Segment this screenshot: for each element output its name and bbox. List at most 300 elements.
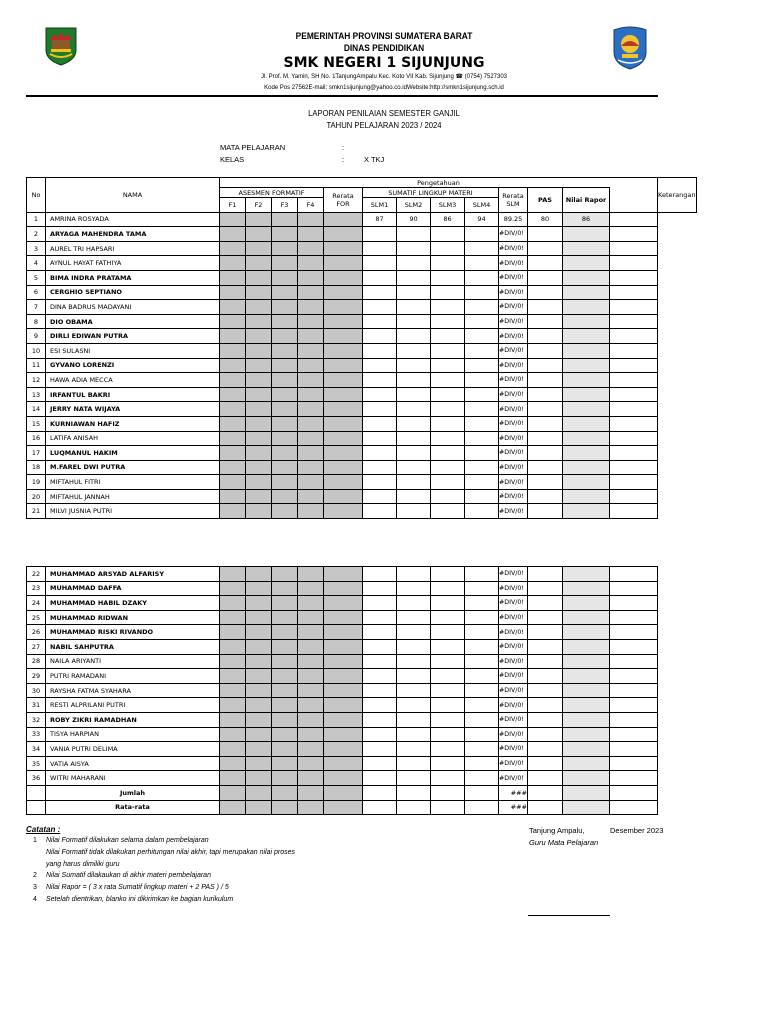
slm-score[interactable]: [363, 446, 397, 461]
slm-score[interactable]: [363, 416, 397, 431]
formative-cell[interactable]: [246, 698, 272, 713]
formative-cell[interactable]: [272, 727, 298, 742]
slm-score[interactable]: [397, 387, 431, 402]
keterangan-cell[interactable]: [610, 475, 658, 490]
formative-cell[interactable]: [324, 270, 363, 285]
slm-score[interactable]: [431, 300, 465, 315]
slm-score[interactable]: [465, 771, 499, 786]
slm-score[interactable]: [397, 241, 431, 256]
slm-score[interactable]: [465, 504, 499, 519]
pas-score[interactable]: [528, 285, 563, 300]
formative-cell[interactable]: [324, 742, 363, 757]
slm-score[interactable]: [465, 416, 499, 431]
slm-score[interactable]: [397, 416, 431, 431]
slm-score[interactable]: [465, 446, 499, 461]
slm-score[interactable]: [363, 402, 397, 417]
pas-score[interactable]: [528, 402, 563, 417]
keterangan-cell[interactable]: [610, 373, 658, 388]
formative-cell[interactable]: [246, 314, 272, 329]
formative-cell[interactable]: [298, 241, 324, 256]
formative-cell[interactable]: [246, 300, 272, 315]
pas-score[interactable]: 80: [528, 212, 563, 227]
formative-cell[interactable]: [246, 373, 272, 388]
slm-score[interactable]: [397, 742, 431, 757]
slm-score[interactable]: 86: [431, 212, 465, 227]
formative-cell[interactable]: [324, 727, 363, 742]
formative-cell[interactable]: [220, 373, 246, 388]
slm-score[interactable]: [465, 343, 499, 358]
slm-score[interactable]: [397, 596, 431, 611]
formative-cell[interactable]: [298, 771, 324, 786]
formative-cell[interactable]: [324, 683, 363, 698]
formative-cell[interactable]: [298, 727, 324, 742]
slm-score[interactable]: [397, 314, 431, 329]
formative-cell[interactable]: [246, 742, 272, 757]
formative-cell[interactable]: [272, 610, 298, 625]
formative-cell[interactable]: [272, 683, 298, 698]
keterangan-cell[interactable]: [610, 285, 658, 300]
formative-cell[interactable]: [324, 639, 363, 654]
formative-cell[interactable]: [272, 285, 298, 300]
slm-score[interactable]: [397, 639, 431, 654]
formative-cell[interactable]: [324, 698, 363, 713]
slm-score[interactable]: [431, 727, 465, 742]
formative-cell[interactable]: [298, 270, 324, 285]
formative-cell[interactable]: [246, 771, 272, 786]
slm-score[interactable]: [431, 446, 465, 461]
formative-cell[interactable]: [246, 625, 272, 640]
pas-score[interactable]: [528, 625, 563, 640]
pas-score[interactable]: [528, 567, 563, 582]
pas-score[interactable]: [528, 581, 563, 596]
keterangan-cell[interactable]: [610, 387, 658, 402]
formative-cell[interactable]: [298, 431, 324, 446]
pas-score[interactable]: [528, 343, 563, 358]
formative-cell[interactable]: [246, 416, 272, 431]
slm-score[interactable]: [363, 756, 397, 771]
slm-score[interactable]: [465, 431, 499, 446]
formative-cell[interactable]: [246, 654, 272, 669]
slm-score[interactable]: [431, 504, 465, 519]
keterangan-cell[interactable]: [610, 639, 658, 654]
formative-cell[interactable]: [324, 227, 363, 242]
slm-score[interactable]: [397, 727, 431, 742]
slm-score[interactable]: [397, 683, 431, 698]
formative-cell[interactable]: [220, 596, 246, 611]
formative-cell[interactable]: [220, 241, 246, 256]
formative-cell[interactable]: [246, 343, 272, 358]
formative-cell[interactable]: [324, 402, 363, 417]
formative-cell[interactable]: [220, 300, 246, 315]
slm-score[interactable]: [431, 241, 465, 256]
formative-cell[interactable]: [324, 610, 363, 625]
keterangan-cell[interactable]: [610, 581, 658, 596]
formative-cell[interactable]: [272, 329, 298, 344]
slm-score[interactable]: [363, 625, 397, 640]
formative-cell[interactable]: [324, 241, 363, 256]
slm-score[interactable]: [465, 460, 499, 475]
formative-cell[interactable]: [272, 596, 298, 611]
formative-cell[interactable]: [246, 387, 272, 402]
formative-cell[interactable]: [220, 504, 246, 519]
slm-score[interactable]: [397, 460, 431, 475]
slm-score[interactable]: [397, 712, 431, 727]
slm-score[interactable]: [397, 446, 431, 461]
keterangan-cell[interactable]: [610, 416, 658, 431]
slm-score[interactable]: [465, 683, 499, 698]
formative-cell[interactable]: [324, 446, 363, 461]
slm-score[interactable]: [431, 610, 465, 625]
formative-cell[interactable]: [220, 475, 246, 490]
slm-score[interactable]: [363, 683, 397, 698]
slm-score[interactable]: [465, 756, 499, 771]
formative-cell[interactable]: [324, 256, 363, 271]
slm-score[interactable]: [363, 504, 397, 519]
slm-score[interactable]: [431, 596, 465, 611]
formative-cell[interactable]: [298, 387, 324, 402]
formative-cell[interactable]: [272, 712, 298, 727]
slm-score[interactable]: [363, 742, 397, 757]
slm-score[interactable]: [397, 227, 431, 242]
keterangan-cell[interactable]: [610, 329, 658, 344]
slm-score[interactable]: [397, 475, 431, 490]
formative-cell[interactable]: [272, 300, 298, 315]
slm-score[interactable]: [465, 625, 499, 640]
formative-cell[interactable]: [272, 654, 298, 669]
formative-cell[interactable]: [220, 756, 246, 771]
pas-score[interactable]: [528, 654, 563, 669]
formative-cell[interactable]: [298, 212, 324, 227]
pas-score[interactable]: [528, 596, 563, 611]
slm-score[interactable]: [431, 227, 465, 242]
formative-cell[interactable]: [298, 416, 324, 431]
slm-score[interactable]: [431, 581, 465, 596]
formative-cell[interactable]: [324, 460, 363, 475]
slm-score[interactable]: [397, 285, 431, 300]
slm-score[interactable]: [431, 402, 465, 417]
slm-score[interactable]: [465, 300, 499, 315]
slm-score[interactable]: [465, 373, 499, 388]
keterangan-cell[interactable]: [610, 712, 658, 727]
formative-cell[interactable]: [246, 727, 272, 742]
slm-score[interactable]: [397, 358, 431, 373]
keterangan-cell[interactable]: [610, 343, 658, 358]
keterangan-cell[interactable]: [610, 227, 658, 242]
slm-score[interactable]: [465, 387, 499, 402]
slm-score[interactable]: [363, 639, 397, 654]
formative-cell[interactable]: [246, 285, 272, 300]
formative-cell[interactable]: [220, 431, 246, 446]
formative-cell[interactable]: [220, 227, 246, 242]
keterangan-cell[interactable]: [610, 771, 658, 786]
formative-cell[interactable]: [246, 712, 272, 727]
pas-score[interactable]: [528, 358, 563, 373]
formative-cell[interactable]: [272, 567, 298, 582]
pas-score[interactable]: [528, 329, 563, 344]
slm-score[interactable]: [431, 285, 465, 300]
slm-score[interactable]: [465, 270, 499, 285]
formative-cell[interactable]: [220, 669, 246, 684]
formative-cell[interactable]: [298, 639, 324, 654]
keterangan-cell[interactable]: [610, 212, 658, 227]
slm-score[interactable]: [465, 581, 499, 596]
slm-score[interactable]: [431, 771, 465, 786]
formative-cell[interactable]: [246, 489, 272, 504]
formative-cell[interactable]: [298, 581, 324, 596]
formative-cell[interactable]: [220, 329, 246, 344]
formative-cell[interactable]: [324, 625, 363, 640]
slm-score[interactable]: [465, 567, 499, 582]
formative-cell[interactable]: [272, 460, 298, 475]
formative-cell[interactable]: [324, 212, 363, 227]
formative-cell[interactable]: [220, 212, 246, 227]
slm-score[interactable]: [397, 329, 431, 344]
slm-score[interactable]: [397, 504, 431, 519]
formative-cell[interactable]: [220, 314, 246, 329]
slm-score[interactable]: [363, 431, 397, 446]
formative-cell[interactable]: [272, 270, 298, 285]
slm-score[interactable]: [465, 669, 499, 684]
formative-cell[interactable]: [220, 446, 246, 461]
formative-cell[interactable]: [220, 639, 246, 654]
formative-cell[interactable]: [298, 475, 324, 490]
slm-score[interactable]: [431, 256, 465, 271]
slm-score[interactable]: [363, 329, 397, 344]
slm-score[interactable]: [431, 314, 465, 329]
formative-cell[interactable]: [246, 639, 272, 654]
slm-score[interactable]: [431, 698, 465, 713]
keterangan-cell[interactable]: [610, 756, 658, 771]
formative-cell[interactable]: [246, 610, 272, 625]
slm-score[interactable]: [397, 343, 431, 358]
formative-cell[interactable]: [220, 727, 246, 742]
formative-cell[interactable]: [220, 742, 246, 757]
formative-cell[interactable]: [272, 771, 298, 786]
formative-cell[interactable]: [324, 654, 363, 669]
slm-score[interactable]: [431, 460, 465, 475]
slm-score[interactable]: [431, 712, 465, 727]
pas-score[interactable]: [528, 475, 563, 490]
formative-cell[interactable]: [298, 625, 324, 640]
slm-score[interactable]: [465, 489, 499, 504]
formative-cell[interactable]: [298, 460, 324, 475]
formative-cell[interactable]: [298, 654, 324, 669]
slm-score[interactable]: [465, 314, 499, 329]
keterangan-cell[interactable]: [610, 314, 658, 329]
pas-score[interactable]: [528, 241, 563, 256]
slm-score[interactable]: [397, 256, 431, 271]
formative-cell[interactable]: [298, 343, 324, 358]
formative-cell[interactable]: [298, 489, 324, 504]
keterangan-cell[interactable]: [610, 402, 658, 417]
formative-cell[interactable]: [272, 212, 298, 227]
keterangan-cell[interactable]: [610, 270, 658, 285]
slm-score[interactable]: [397, 654, 431, 669]
formative-cell[interactable]: [246, 212, 272, 227]
pas-score[interactable]: [528, 756, 563, 771]
slm-score[interactable]: [363, 270, 397, 285]
formative-cell[interactable]: [272, 669, 298, 684]
formative-cell[interactable]: [324, 504, 363, 519]
formative-cell[interactable]: [272, 227, 298, 242]
formative-cell[interactable]: [246, 669, 272, 684]
formative-cell[interactable]: [220, 610, 246, 625]
slm-score[interactable]: [465, 256, 499, 271]
formative-cell[interactable]: [324, 431, 363, 446]
slm-score[interactable]: [363, 489, 397, 504]
formative-cell[interactable]: [324, 387, 363, 402]
pas-score[interactable]: [528, 504, 563, 519]
slm-score[interactable]: [397, 431, 431, 446]
slm-score[interactable]: [397, 567, 431, 582]
formative-cell[interactable]: [272, 241, 298, 256]
slm-score[interactable]: [363, 567, 397, 582]
keterangan-cell[interactable]: [610, 431, 658, 446]
keterangan-cell[interactable]: [610, 596, 658, 611]
slm-score[interactable]: [465, 475, 499, 490]
slm-score[interactable]: [465, 227, 499, 242]
pas-score[interactable]: [528, 460, 563, 475]
formative-cell[interactable]: [272, 402, 298, 417]
formative-cell[interactable]: [324, 712, 363, 727]
slm-score[interactable]: [363, 669, 397, 684]
slm-score[interactable]: [465, 358, 499, 373]
pas-score[interactable]: [528, 446, 563, 461]
keterangan-cell[interactable]: [610, 742, 658, 757]
slm-score[interactable]: [397, 625, 431, 640]
keterangan-cell[interactable]: [610, 460, 658, 475]
formative-cell[interactable]: [324, 314, 363, 329]
slm-score[interactable]: [363, 343, 397, 358]
formative-cell[interactable]: [298, 596, 324, 611]
formative-cell[interactable]: [272, 387, 298, 402]
slm-score[interactable]: [465, 329, 499, 344]
formative-cell[interactable]: [298, 698, 324, 713]
formative-cell[interactable]: [298, 669, 324, 684]
formative-cell[interactable]: [246, 504, 272, 519]
slm-score[interactable]: [431, 270, 465, 285]
slm-score[interactable]: [363, 460, 397, 475]
slm-score[interactable]: [431, 475, 465, 490]
formative-cell[interactable]: [298, 285, 324, 300]
formative-cell[interactable]: [220, 270, 246, 285]
slm-score[interactable]: [431, 373, 465, 388]
formative-cell[interactable]: [220, 654, 246, 669]
formative-cell[interactable]: [298, 742, 324, 757]
slm-score[interactable]: [363, 387, 397, 402]
formative-cell[interactable]: [324, 373, 363, 388]
pas-score[interactable]: [528, 698, 563, 713]
formative-cell[interactable]: [324, 416, 363, 431]
slm-score[interactable]: [465, 285, 499, 300]
slm-score[interactable]: 90: [397, 212, 431, 227]
formative-cell[interactable]: [272, 431, 298, 446]
pas-score[interactable]: [528, 227, 563, 242]
slm-score[interactable]: [397, 698, 431, 713]
formative-cell[interactable]: [298, 402, 324, 417]
formative-cell[interactable]: [324, 596, 363, 611]
formative-cell[interactable]: [272, 416, 298, 431]
formative-cell[interactable]: [246, 270, 272, 285]
slm-score[interactable]: [465, 610, 499, 625]
pas-score[interactable]: [528, 771, 563, 786]
slm-score[interactable]: [363, 712, 397, 727]
formative-cell[interactable]: [324, 285, 363, 300]
pas-score[interactable]: [528, 416, 563, 431]
slm-score[interactable]: [363, 358, 397, 373]
slm-score[interactable]: [363, 256, 397, 271]
formative-cell[interactable]: [220, 581, 246, 596]
slm-score[interactable]: [363, 300, 397, 315]
keterangan-cell[interactable]: [610, 683, 658, 698]
formative-cell[interactable]: [246, 683, 272, 698]
slm-score[interactable]: 94: [465, 212, 499, 227]
formative-cell[interactable]: [324, 343, 363, 358]
pas-score[interactable]: [528, 639, 563, 654]
slm-score[interactable]: 87: [363, 212, 397, 227]
formative-cell[interactable]: [246, 431, 272, 446]
formative-cell[interactable]: [246, 567, 272, 582]
formative-cell[interactable]: [246, 402, 272, 417]
formative-cell[interactable]: [220, 402, 246, 417]
slm-score[interactable]: [431, 387, 465, 402]
slm-score[interactable]: [397, 771, 431, 786]
slm-score[interactable]: [363, 771, 397, 786]
slm-score[interactable]: [397, 581, 431, 596]
formative-cell[interactable]: [220, 343, 246, 358]
slm-score[interactable]: [431, 431, 465, 446]
slm-score[interactable]: [431, 329, 465, 344]
formative-cell[interactable]: [220, 489, 246, 504]
formative-cell[interactable]: [272, 358, 298, 373]
formative-cell[interactable]: [220, 712, 246, 727]
slm-score[interactable]: [363, 698, 397, 713]
keterangan-cell[interactable]: [610, 669, 658, 684]
slm-score[interactable]: [431, 416, 465, 431]
formative-cell[interactable]: [272, 256, 298, 271]
formative-cell[interactable]: [324, 358, 363, 373]
keterangan-cell[interactable]: [610, 446, 658, 461]
slm-score[interactable]: [431, 358, 465, 373]
slm-score[interactable]: [465, 639, 499, 654]
formative-cell[interactable]: [272, 756, 298, 771]
keterangan-cell[interactable]: [610, 727, 658, 742]
formative-cell[interactable]: [272, 475, 298, 490]
formative-cell[interactable]: [246, 358, 272, 373]
pas-score[interactable]: [528, 489, 563, 504]
formative-cell[interactable]: [220, 387, 246, 402]
formative-cell[interactable]: [246, 256, 272, 271]
slm-score[interactable]: [465, 727, 499, 742]
slm-score[interactable]: [397, 373, 431, 388]
formative-cell[interactable]: [246, 475, 272, 490]
pas-score[interactable]: [528, 314, 563, 329]
formative-cell[interactable]: [272, 489, 298, 504]
formative-cell[interactable]: [272, 504, 298, 519]
formative-cell[interactable]: [324, 489, 363, 504]
keterangan-cell[interactable]: [610, 610, 658, 625]
slm-score[interactable]: [397, 300, 431, 315]
formative-cell[interactable]: [272, 639, 298, 654]
keterangan-cell[interactable]: [610, 654, 658, 669]
slm-score[interactable]: [431, 625, 465, 640]
keterangan-cell[interactable]: [610, 300, 658, 315]
formative-cell[interactable]: [298, 683, 324, 698]
formative-cell[interactable]: [272, 446, 298, 461]
pas-score[interactable]: [528, 373, 563, 388]
slm-score[interactable]: [431, 343, 465, 358]
formative-cell[interactable]: [272, 742, 298, 757]
